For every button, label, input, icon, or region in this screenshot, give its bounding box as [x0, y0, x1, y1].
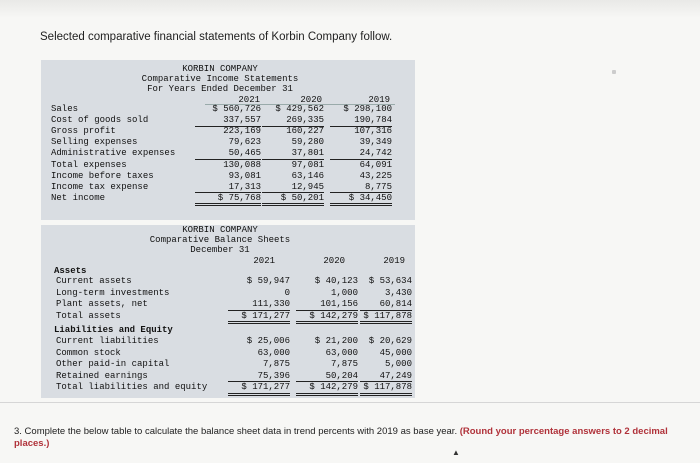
income-row-value: $ 50,201	[262, 193, 324, 207]
income-statement-period: For Years Ended December 31	[147, 84, 293, 94]
liabilities-row-value: 75,396	[228, 371, 290, 383]
liabilities-row-value: $ 117,878	[360, 382, 412, 396]
income-year-2019: 2019	[368, 95, 390, 105]
income-row-value: 223,169	[223, 126, 261, 137]
income-company-name: KORBIN COMPANY	[182, 64, 258, 74]
liabilities-row-value: 63,000	[325, 347, 358, 358]
income-row-label: Gross profit	[51, 126, 116, 137]
liabilities-row-value: 47,249	[360, 371, 412, 383]
income-row-value: 97,081	[291, 159, 324, 170]
income-row-value: 64,091	[359, 159, 392, 170]
income-row-label: Sales	[51, 104, 79, 114]
income-row-value: 79,623	[228, 137, 261, 148]
income-row-value: 93,081	[228, 170, 261, 181]
mouse-cursor-icon: ▲	[452, 448, 460, 457]
income-row-value: 37,801	[262, 148, 324, 160]
income-row-label: Cost of goods sold	[51, 115, 149, 126]
balance-year-2021: 2021	[253, 256, 275, 266]
page-title: Selected comparative financial statements of Korbin Company follow.	[40, 31, 393, 43]
liabilities-row-label: Other paid-in capital	[56, 359, 170, 369]
balance-year-2019: 2019	[383, 256, 405, 266]
liabilities-row-label: Current liabilities	[56, 336, 159, 346]
assets-heading: Assets	[54, 266, 87, 276]
income-row-value: 63,146	[291, 170, 324, 181]
income-row-value: 24,742	[330, 148, 392, 160]
liabilities-heading: Liabilities and Equity	[54, 325, 173, 335]
income-row-value: 43,225	[359, 170, 392, 181]
assets-row-label: Long-term investments	[56, 287, 170, 298]
assets-row-value: $ 53,634	[368, 276, 412, 286]
liabilities-row-value: 5,000	[384, 359, 412, 369]
income-row-value: 50,465	[195, 148, 261, 160]
income-row-label: Selling expenses	[51, 137, 138, 148]
income-row-value: 337,557	[195, 115, 261, 127]
assets-row-value: $ 59,947	[246, 276, 290, 286]
income-year-2021: 2021	[238, 95, 260, 105]
assets-row-value: $ 142,279	[296, 311, 358, 325]
income-row-value: 190,784	[330, 115, 392, 127]
liabilities-row-value: $ 21,200	[314, 336, 358, 346]
liabilities-row-value: 63,000	[257, 347, 290, 358]
assets-row-value: 60,814	[360, 299, 412, 311]
income-row-value: 160,227	[286, 126, 324, 137]
liabilities-row-value: $ 25,006	[246, 336, 290, 346]
income-row-value: $ 429,562	[275, 104, 324, 114]
liabilities-row-value: 50,204	[296, 371, 358, 383]
income-row-label: Total expenses	[51, 159, 127, 170]
liabilities-row-value: 7,875	[330, 359, 358, 369]
income-row-value: 17,313	[195, 182, 261, 194]
balance-company-name: KORBIN COMPANY	[182, 225, 258, 235]
liabilities-row-value: $ 20,629	[368, 336, 412, 346]
income-row-value: $ 298,100	[343, 104, 392, 114]
income-row-value: 8,775	[330, 182, 392, 194]
income-row-value: $ 560,726	[212, 104, 261, 114]
question-prompt: 3. Complete the below table to calculate the balance sheet data in trend percents with 2019 as base year.	[14, 426, 458, 437]
assets-row-value: 101,156	[296, 299, 358, 311]
assets-row-value: 0	[284, 287, 290, 298]
balance-year-2020: 2020	[323, 256, 345, 266]
assets-row-value: $ 40,123	[314, 276, 358, 286]
income-row-value: $ 34,450	[330, 193, 392, 207]
liabilities-row-value: 7,875	[262, 359, 290, 369]
income-row-value: 59,280	[291, 137, 324, 148]
liabilities-row-value: $ 171,277	[228, 382, 290, 396]
assets-row-value: 3,430	[384, 287, 412, 298]
income-row-value: 269,335	[262, 115, 324, 127]
assets-row-label: Total assets	[56, 310, 121, 321]
income-row-label: Income before taxes	[51, 170, 154, 181]
assets-row-value: $ 171,277	[228, 311, 290, 325]
question-text	[14, 426, 686, 450]
liabilities-row-value: $ 142,279	[296, 382, 358, 396]
assets-row-value: 111,330	[228, 299, 290, 311]
assets-row-label: Plant assets, net	[56, 299, 148, 309]
assets-row-value: $ 117,878	[360, 311, 412, 325]
income-row-value: $ 75,768	[195, 193, 261, 207]
assets-row-label: Current assets	[56, 276, 132, 286]
balance-sheet-period: December 31	[190, 245, 250, 255]
window-top-edge	[0, 0, 700, 18]
liabilities-row-label: Common stock	[56, 347, 121, 358]
income-row-label: Income tax expense	[51, 181, 149, 192]
section-divider	[0, 402, 700, 403]
balance-sheet-title: Comparative Balance Sheets	[149, 235, 291, 245]
assets-row-value: 1,000	[330, 287, 358, 298]
income-row-value: 39,349	[359, 137, 392, 148]
liabilities-row-value: 45,000	[379, 347, 412, 358]
decorative-dot	[612, 70, 616, 74]
income-row-label: Administrative expenses	[51, 148, 176, 159]
income-row-value: 130,088	[223, 159, 261, 170]
income-statement-title: Comparative Income Statements	[141, 74, 299, 84]
question-rounding-note: (Round your percentage answers to 2 decimal places.)	[14, 426, 668, 449]
income-row-value: 107,316	[354, 126, 392, 137]
income-row-label: Net income	[51, 192, 106, 203]
liabilities-row-label: Total liabilities and equity	[56, 382, 208, 392]
income-year-2020: 2020	[300, 95, 322, 105]
income-row-value: 12,945	[262, 182, 324, 194]
liabilities-row-label: Retained earnings	[56, 370, 148, 381]
